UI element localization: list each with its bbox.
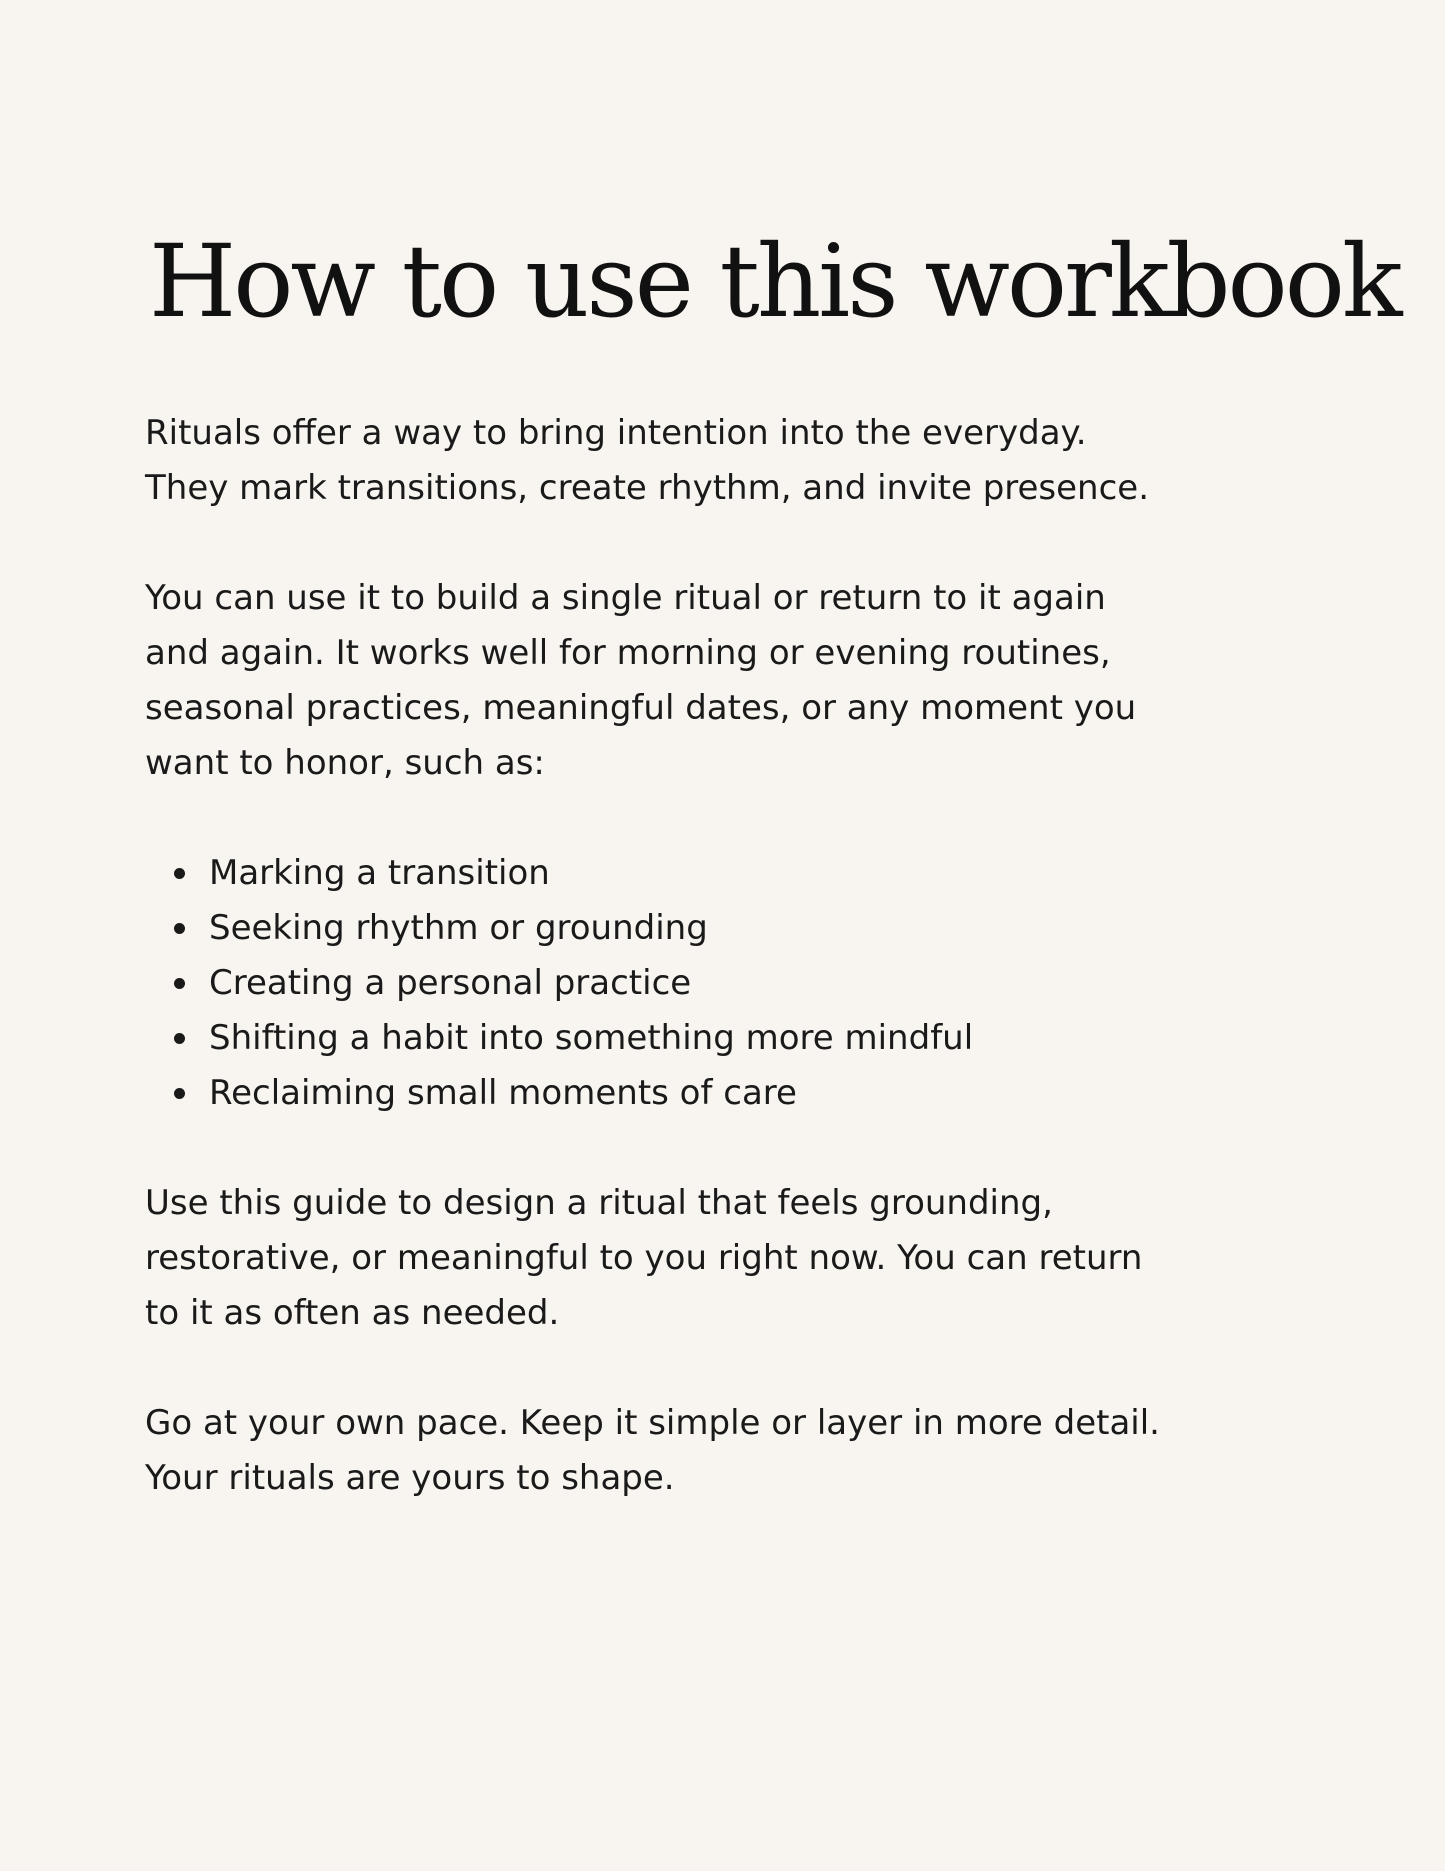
text-line: Rituals offer a way to bring intention into the everyday. <box>145 413 1087 453</box>
text-line: want to honor, such as: <box>145 743 545 783</box>
guide-paragraph <box>145 1176 1345 1341</box>
bullet-icon <box>174 868 185 879</box>
page-title: How to use this workbook <box>149 223 1400 340</box>
list-item-text: Creating a personal practice <box>209 963 692 1003</box>
list-item-text: Marking a transition <box>209 853 550 893</box>
list-item <box>145 1011 1345 1066</box>
text-line: to it as often as needed. <box>145 1293 560 1333</box>
text-line: seasonal practices, meaningful dates, or any moment you <box>145 688 1137 728</box>
text-line: restorative, or meaningful to you right now. You can return <box>145 1238 1143 1278</box>
text-line: and again. It works well for morning or evening routines, <box>145 633 1111 673</box>
intro-paragraph <box>145 406 1345 516</box>
bullet-icon <box>174 1033 185 1044</box>
text-line: Go at your own pace. Keep it simple or layer in more detail. <box>145 1403 1160 1443</box>
list-item <box>145 846 1345 901</box>
text-line: Your rituals are yours to shape. <box>145 1458 675 1498</box>
bullet-icon <box>174 923 185 934</box>
list-item <box>145 1066 1345 1121</box>
examples-list <box>145 846 1345 1121</box>
bullet-icon <box>174 978 185 989</box>
text-line: You can use it to build a single ritual or return to it again <box>145 578 1106 618</box>
list-item <box>145 901 1345 956</box>
text-line: They mark transitions, create rhythm, and invite presence. <box>145 468 1150 508</box>
closing-paragraph <box>145 1396 1345 1506</box>
usage-paragraph <box>145 571 1345 791</box>
bullet-icon <box>174 1088 185 1099</box>
list-item <box>145 956 1345 1011</box>
list-item-text: Seeking rhythm or grounding <box>209 908 708 948</box>
list-item-text: Shifting a habit into something more mindful <box>209 1018 974 1058</box>
text-line: Use this guide to design a ritual that feels grounding, <box>145 1183 1053 1223</box>
list-item-text: Reclaiming small moments of care <box>209 1073 797 1113</box>
body-text <box>145 406 1345 1561</box>
